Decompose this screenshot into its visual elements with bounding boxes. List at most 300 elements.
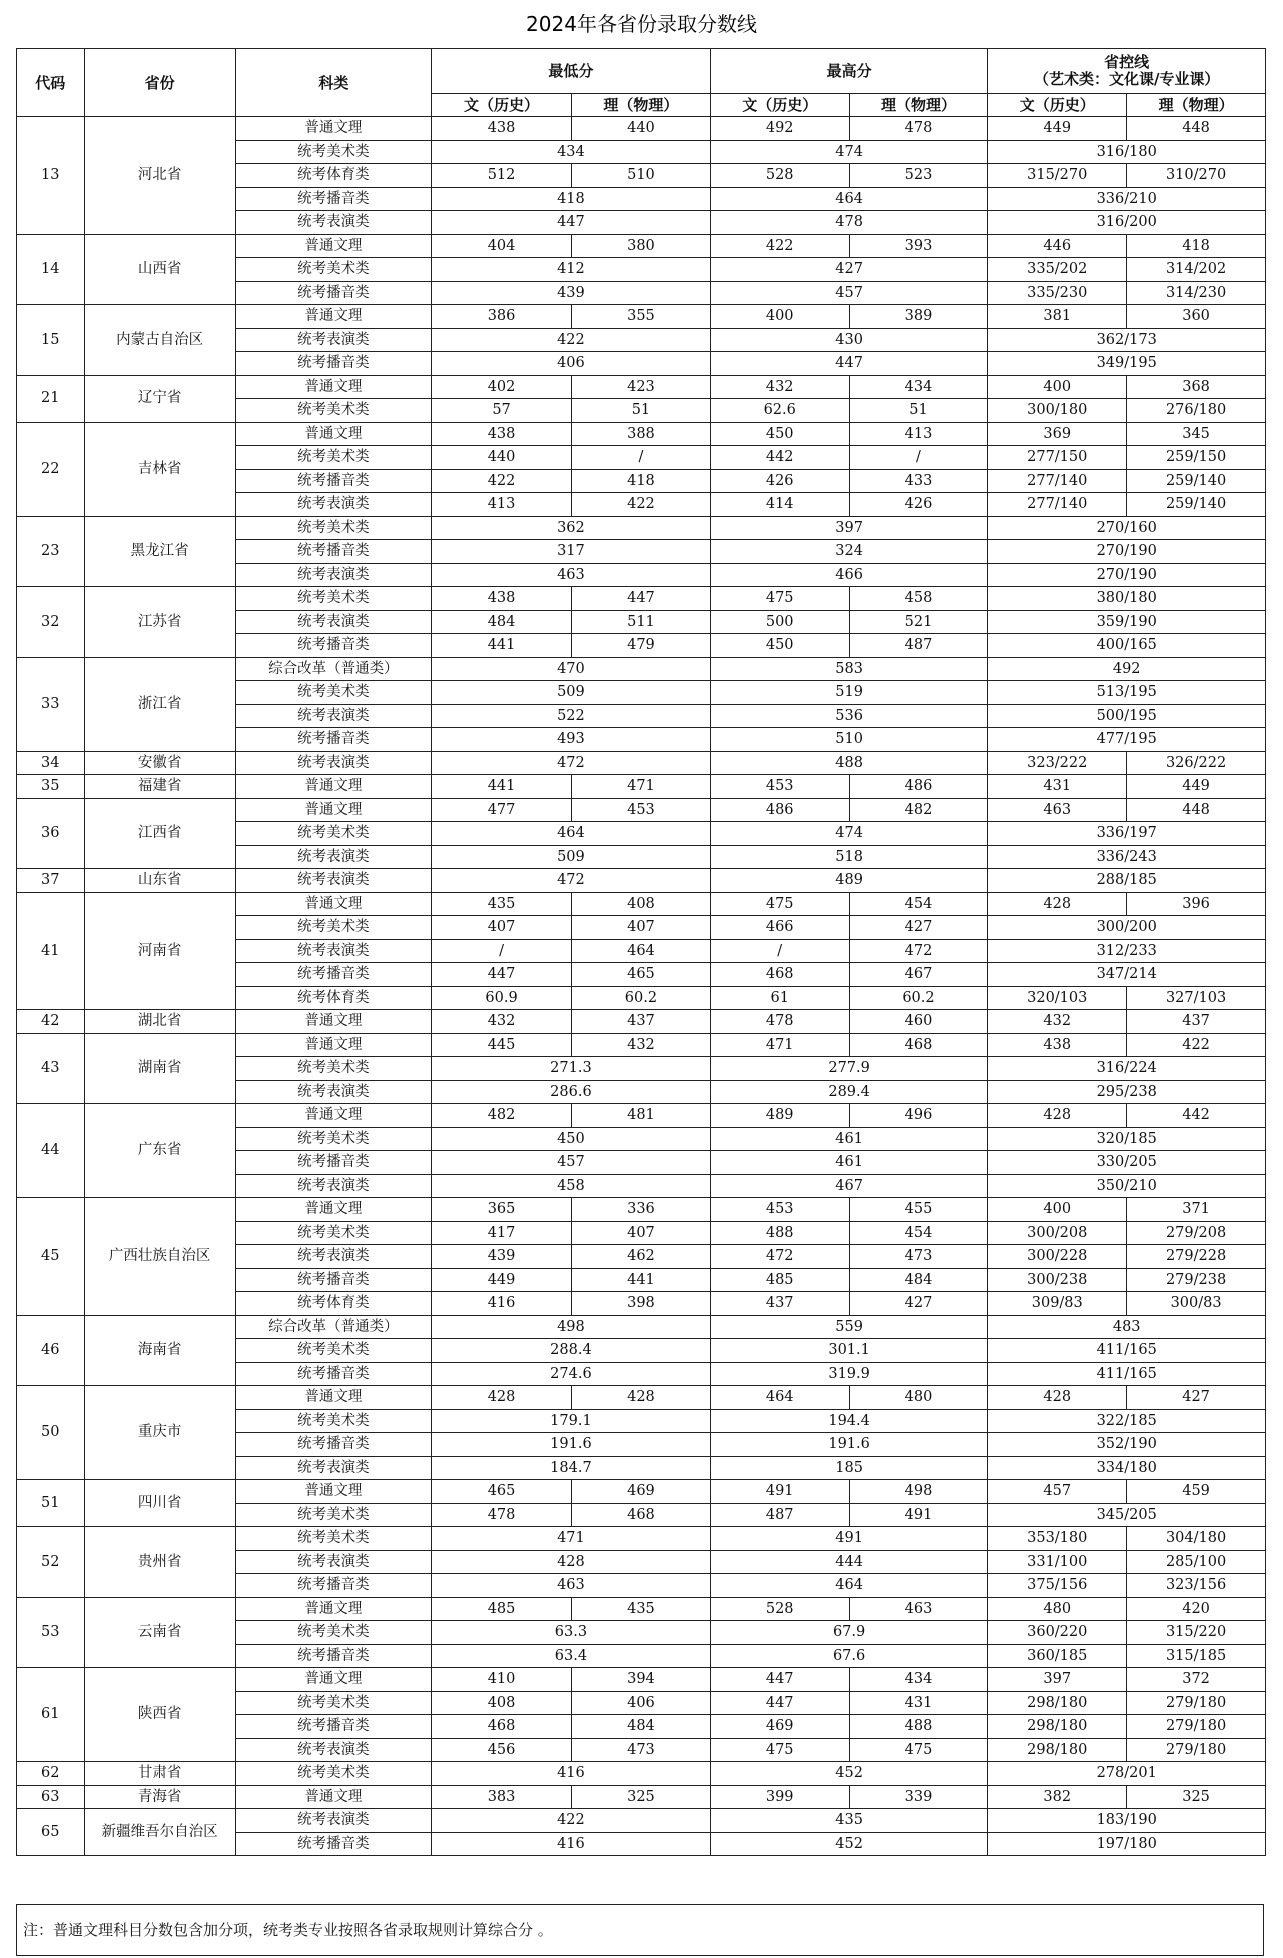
min-wen-cell: 438 bbox=[432, 587, 572, 611]
min-cell: 416 bbox=[432, 1762, 711, 1786]
min-wen-cell: 485 bbox=[432, 1597, 572, 1621]
min-li-cell: 435 bbox=[572, 1597, 711, 1621]
min-li-cell: 465 bbox=[572, 963, 711, 987]
max-cell: 427 bbox=[710, 258, 988, 282]
min-wen-cell: 512 bbox=[432, 164, 572, 188]
min-li-cell: 473 bbox=[572, 1738, 711, 1762]
control-li-cell: 368 bbox=[1127, 375, 1266, 399]
min-li-cell: 406 bbox=[572, 1691, 711, 1715]
control-wen-cell: 309/83 bbox=[988, 1292, 1127, 1316]
province-code-cell: 21 bbox=[17, 375, 85, 422]
control-cell: 349/195 bbox=[988, 352, 1266, 376]
control-wen-cell: 360/185 bbox=[988, 1644, 1127, 1668]
max-li-cell: 482 bbox=[849, 798, 988, 822]
min-cell: 472 bbox=[432, 869, 711, 893]
control-wen-cell: 381 bbox=[988, 305, 1127, 329]
category-cell: 统考播音类 bbox=[235, 540, 431, 564]
min-cell: 463 bbox=[432, 563, 711, 587]
table-row bbox=[17, 1597, 1266, 1621]
max-wen-cell: 450 bbox=[710, 422, 849, 446]
province-code-cell: 37 bbox=[17, 869, 85, 893]
min-wen-cell: 57 bbox=[432, 399, 572, 423]
control-wen-cell: 480 bbox=[988, 1597, 1127, 1621]
category-cell: 统考美术类 bbox=[235, 1127, 431, 1151]
category-cell: 统考美术类 bbox=[235, 1409, 431, 1433]
min-cell: 471 bbox=[432, 1527, 711, 1551]
control-li-cell: 448 bbox=[1127, 117, 1266, 141]
province-name-cell: 山东省 bbox=[84, 869, 235, 893]
control-wen-cell: 438 bbox=[988, 1033, 1127, 1057]
control-wen-cell: 331/100 bbox=[988, 1550, 1127, 1574]
min-cell: 509 bbox=[432, 845, 711, 869]
control-cell: 288/185 bbox=[988, 869, 1266, 893]
category-cell: 统考美术类 bbox=[235, 516, 431, 540]
province-code-cell: 34 bbox=[17, 751, 85, 775]
max-wen-cell: 472 bbox=[710, 1245, 849, 1269]
category-cell: 统考美术类 bbox=[235, 1339, 431, 1363]
category-cell: 统考美术类 bbox=[235, 1762, 431, 1786]
max-li-cell: 389 bbox=[849, 305, 988, 329]
control-wen-cell: 300/208 bbox=[988, 1221, 1127, 1245]
province-code-cell: 62 bbox=[17, 1762, 85, 1786]
control-wen-cell: 315/270 bbox=[988, 164, 1127, 188]
min-cell: 271.3 bbox=[432, 1057, 711, 1081]
category-cell: 统考播音类 bbox=[235, 1832, 431, 1856]
control-cell: 336/197 bbox=[988, 822, 1266, 846]
control-li-cell: 437 bbox=[1127, 1010, 1266, 1034]
max-li-cell: 463 bbox=[849, 1597, 988, 1621]
max-cell: 489 bbox=[710, 869, 988, 893]
province-name-cell: 甘肃省 bbox=[84, 1762, 235, 1786]
table-row bbox=[17, 1809, 1266, 1833]
max-wen-cell: 486 bbox=[710, 798, 849, 822]
category-cell: 统考播音类 bbox=[235, 469, 431, 493]
table-body bbox=[17, 117, 1266, 1856]
category-cell: 统考表演类 bbox=[235, 704, 431, 728]
control-cell: 322/185 bbox=[988, 1409, 1266, 1433]
table-row bbox=[17, 1315, 1266, 1339]
control-wen-cell: 400 bbox=[988, 375, 1127, 399]
province-name-cell: 云南省 bbox=[84, 1597, 235, 1668]
control-cell: 411/165 bbox=[988, 1339, 1266, 1363]
control-wen-cell: 397 bbox=[988, 1668, 1127, 1692]
control-wen-cell: 335/230 bbox=[988, 281, 1127, 305]
category-cell: 普通文理 bbox=[235, 1104, 431, 1128]
table-row bbox=[17, 375, 1266, 399]
category-cell: 统考表演类 bbox=[235, 1809, 431, 1833]
control-wen-cell: 300/238 bbox=[988, 1268, 1127, 1292]
min-li-cell: 428 bbox=[572, 1386, 711, 1410]
control-cell: 270/160 bbox=[988, 516, 1266, 540]
control-wen-cell: 300/228 bbox=[988, 1245, 1127, 1269]
province-name-cell: 吉林省 bbox=[84, 422, 235, 516]
max-cell: 452 bbox=[710, 1832, 988, 1856]
province-name-cell: 江西省 bbox=[84, 798, 235, 869]
min-cell: 184.7 bbox=[432, 1456, 711, 1480]
province-name-cell: 四川省 bbox=[84, 1480, 235, 1527]
category-cell: 统考播音类 bbox=[235, 1433, 431, 1457]
min-wen-cell: 478 bbox=[432, 1503, 572, 1527]
control-li-cell: 326/222 bbox=[1127, 751, 1266, 775]
control-wen-cell: 300/180 bbox=[988, 399, 1127, 423]
min-wen-cell: 447 bbox=[432, 963, 572, 987]
category-cell: 普通文理 bbox=[235, 1785, 431, 1809]
min-li-cell: 441 bbox=[572, 1268, 711, 1292]
max-li-cell: 433 bbox=[849, 469, 988, 493]
province-name-cell: 山西省 bbox=[84, 234, 235, 305]
control-li-cell: 327/103 bbox=[1127, 986, 1266, 1010]
category-cell: 统考美术类 bbox=[235, 258, 431, 282]
max-wen-cell: 464 bbox=[710, 1386, 849, 1410]
max-li-cell: 523 bbox=[849, 164, 988, 188]
max-li-cell: 460 bbox=[849, 1010, 988, 1034]
max-li-cell: 488 bbox=[849, 1715, 988, 1739]
min-cell: 450 bbox=[432, 1127, 711, 1151]
min-wen-cell: 407 bbox=[432, 916, 572, 940]
control-wen-cell: 375/156 bbox=[988, 1574, 1127, 1598]
table-row bbox=[17, 422, 1266, 446]
min-wen-cell: 440 bbox=[432, 446, 572, 470]
table-row bbox=[17, 516, 1266, 540]
control-cell: 336/210 bbox=[988, 187, 1266, 211]
category-cell: 统考表演类 bbox=[235, 610, 431, 634]
max-cell: 461 bbox=[710, 1151, 988, 1175]
province-name-cell: 黑龙江省 bbox=[84, 516, 235, 587]
province-code-cell: 51 bbox=[17, 1480, 85, 1527]
category-cell: 统考表演类 bbox=[235, 1456, 431, 1480]
min-wen-cell: 402 bbox=[432, 375, 572, 399]
control-cell: 359/190 bbox=[988, 610, 1266, 634]
table-row bbox=[17, 1762, 1266, 1786]
category-cell: 统考表演类 bbox=[235, 1550, 431, 1574]
min-cell: 509 bbox=[432, 681, 711, 705]
table-row bbox=[17, 775, 1266, 799]
control-li-cell: 323/156 bbox=[1127, 1574, 1266, 1598]
min-wen-cell: 428 bbox=[432, 1386, 572, 1410]
category-cell: 普通文理 bbox=[235, 117, 431, 141]
province-code-cell: 61 bbox=[17, 1668, 85, 1762]
control-cell: 380/180 bbox=[988, 587, 1266, 611]
control-cell: 312/233 bbox=[988, 939, 1266, 963]
province-code-cell: 15 bbox=[17, 305, 85, 376]
max-wen-cell: 437 bbox=[710, 1292, 849, 1316]
min-wen-cell: 404 bbox=[432, 234, 572, 258]
footnote: 注：普通文理科目分数包含加分项，统考类专业按照各省录取规则计算综合分 。 bbox=[16, 1904, 1264, 1956]
category-cell: 统考表演类 bbox=[235, 328, 431, 352]
header-max-score: 最高分 bbox=[710, 49, 988, 94]
province-name-cell: 广西壮族自治区 bbox=[84, 1198, 235, 1316]
province-name-cell: 重庆市 bbox=[84, 1386, 235, 1480]
control-cell: 400/165 bbox=[988, 634, 1266, 658]
min-wen-cell: 441 bbox=[432, 775, 572, 799]
max-cell: 491 bbox=[710, 1527, 988, 1551]
max-cell: 444 bbox=[710, 1550, 988, 1574]
max-cell: 397 bbox=[710, 516, 988, 540]
control-li-cell: 259/150 bbox=[1127, 446, 1266, 470]
max-cell: 518 bbox=[710, 845, 988, 869]
min-wen-cell: 417 bbox=[432, 1221, 572, 1245]
max-li-cell: 498 bbox=[849, 1480, 988, 1504]
control-cell: 483 bbox=[988, 1315, 1266, 1339]
min-cell: 434 bbox=[432, 140, 711, 164]
min-wen-cell: 422 bbox=[432, 469, 572, 493]
max-li-cell: 478 bbox=[849, 117, 988, 141]
max-wen-cell: / bbox=[710, 939, 849, 963]
category-cell: 统考播音类 bbox=[235, 1151, 431, 1175]
province-code-cell: 36 bbox=[17, 798, 85, 869]
max-li-cell: 455 bbox=[849, 1198, 988, 1222]
control-li-cell: 314/202 bbox=[1127, 258, 1266, 282]
control-li-cell: 418 bbox=[1127, 234, 1266, 258]
category-cell: 统考表演类 bbox=[235, 493, 431, 517]
category-cell: 统考美术类 bbox=[235, 140, 431, 164]
max-wen-cell: 466 bbox=[710, 916, 849, 940]
control-li-cell: 442 bbox=[1127, 1104, 1266, 1128]
min-li-cell: 469 bbox=[572, 1480, 711, 1504]
min-cell: 362 bbox=[432, 516, 711, 540]
province-code-cell: 14 bbox=[17, 234, 85, 305]
max-wen-cell: 447 bbox=[710, 1691, 849, 1715]
table-row bbox=[17, 587, 1266, 611]
min-li-cell: 464 bbox=[572, 939, 711, 963]
max-wen-cell: 475 bbox=[710, 587, 849, 611]
max-cell: 430 bbox=[710, 328, 988, 352]
control-li-cell: 422 bbox=[1127, 1033, 1266, 1057]
max-li-cell: 431 bbox=[849, 1691, 988, 1715]
control-cell: 197/180 bbox=[988, 1832, 1266, 1856]
category-cell: 统考美术类 bbox=[235, 1057, 431, 1081]
min-li-cell: 447 bbox=[572, 587, 711, 611]
max-li-cell: 487 bbox=[849, 634, 988, 658]
control-wen-cell: 382 bbox=[988, 1785, 1127, 1809]
control-wen-cell: 335/202 bbox=[988, 258, 1127, 282]
category-cell: 统考美术类 bbox=[235, 399, 431, 423]
control-cell: 295/238 bbox=[988, 1080, 1266, 1104]
table-row bbox=[17, 305, 1266, 329]
category-cell: 统考美术类 bbox=[235, 1503, 431, 1527]
min-wen-cell: 383 bbox=[432, 1785, 572, 1809]
control-li-cell: 427 bbox=[1127, 1386, 1266, 1410]
province-code-cell: 63 bbox=[17, 1785, 85, 1809]
max-li-cell: 472 bbox=[849, 939, 988, 963]
category-cell: 统考美术类 bbox=[235, 822, 431, 846]
max-wen-cell: 453 bbox=[710, 775, 849, 799]
province-name-cell: 内蒙古自治区 bbox=[84, 305, 235, 376]
max-wen-cell: 488 bbox=[710, 1221, 849, 1245]
min-li-cell: 484 bbox=[572, 1715, 711, 1739]
min-cell: 447 bbox=[432, 211, 711, 235]
max-cell: 277.9 bbox=[710, 1057, 988, 1081]
max-li-cell: 413 bbox=[849, 422, 988, 446]
min-li-cell: 380 bbox=[572, 234, 711, 258]
min-li-cell: 355 bbox=[572, 305, 711, 329]
province-code-cell: 35 bbox=[17, 775, 85, 799]
province-code-cell: 50 bbox=[17, 1386, 85, 1480]
max-cell: 464 bbox=[710, 187, 988, 211]
min-cell: 286.6 bbox=[432, 1080, 711, 1104]
control-wen-cell: 320/103 bbox=[988, 986, 1127, 1010]
province-code-cell: 52 bbox=[17, 1527, 85, 1598]
control-li-cell: 325 bbox=[1127, 1785, 1266, 1809]
max-cell: 194.4 bbox=[710, 1409, 988, 1433]
category-cell: 统考播音类 bbox=[235, 963, 431, 987]
province-name-cell: 广东省 bbox=[84, 1104, 235, 1198]
min-li-cell: 388 bbox=[572, 422, 711, 446]
category-cell: 统考体育类 bbox=[235, 1292, 431, 1316]
province-code-cell: 42 bbox=[17, 1010, 85, 1034]
header-min-score: 最低分 bbox=[432, 49, 711, 94]
min-li-cell: 471 bbox=[572, 775, 711, 799]
max-cell: 447 bbox=[710, 352, 988, 376]
max-cell: 464 bbox=[710, 1574, 988, 1598]
control-wen-cell: 369 bbox=[988, 422, 1127, 446]
table-row bbox=[17, 117, 1266, 141]
max-wen-cell: 399 bbox=[710, 1785, 849, 1809]
max-li-cell: 473 bbox=[849, 1245, 988, 1269]
province-name-cell: 青海省 bbox=[84, 1785, 235, 1809]
control-li-cell: 459 bbox=[1127, 1480, 1266, 1504]
max-li-cell: 475 bbox=[849, 1738, 988, 1762]
province-name-cell: 浙江省 bbox=[84, 657, 235, 751]
max-wen-cell: 478 bbox=[710, 1010, 849, 1034]
control-li-cell: 279/180 bbox=[1127, 1738, 1266, 1762]
max-li-cell: 484 bbox=[849, 1268, 988, 1292]
header-province: 省份 bbox=[84, 49, 235, 117]
category-cell: 统考播音类 bbox=[235, 634, 431, 658]
min-cell: 422 bbox=[432, 1809, 711, 1833]
max-cell: 452 bbox=[710, 1762, 988, 1786]
control-li-cell: 449 bbox=[1127, 775, 1266, 799]
province-name-cell: 安徽省 bbox=[84, 751, 235, 775]
min-cell: 470 bbox=[432, 657, 711, 681]
max-wen-cell: 400 bbox=[710, 305, 849, 329]
province-name-cell: 海南省 bbox=[84, 1315, 235, 1386]
max-li-cell: 454 bbox=[849, 892, 988, 916]
control-wen-cell: 432 bbox=[988, 1010, 1127, 1034]
control-li-cell: 345 bbox=[1127, 422, 1266, 446]
control-wen-cell: 277/150 bbox=[988, 446, 1127, 470]
control-cell: 411/165 bbox=[988, 1362, 1266, 1386]
category-cell: 统考表演类 bbox=[235, 1738, 431, 1762]
max-wen-cell: 475 bbox=[710, 1738, 849, 1762]
header-max-li: 理（物理） bbox=[849, 94, 988, 117]
control-wen-cell: 431 bbox=[988, 775, 1127, 799]
header-code: 代码 bbox=[17, 49, 85, 117]
min-li-cell: 418 bbox=[572, 469, 711, 493]
max-cell: 583 bbox=[710, 657, 988, 681]
min-wen-cell: 468 bbox=[432, 1715, 572, 1739]
min-li-cell: 511 bbox=[572, 610, 711, 634]
min-cell: 464 bbox=[432, 822, 711, 846]
category-cell: 普通文理 bbox=[235, 1597, 431, 1621]
min-wen-cell: 408 bbox=[432, 1691, 572, 1715]
table-row bbox=[17, 1104, 1266, 1128]
min-cell: 493 bbox=[432, 728, 711, 752]
min-wen-cell: 386 bbox=[432, 305, 572, 329]
min-wen-cell: 435 bbox=[432, 892, 572, 916]
max-li-cell: 480 bbox=[849, 1386, 988, 1410]
category-cell: 普通文理 bbox=[235, 892, 431, 916]
min-cell: 179.1 bbox=[432, 1409, 711, 1433]
min-li-cell: 394 bbox=[572, 1668, 711, 1692]
control-cell: 330/205 bbox=[988, 1151, 1266, 1175]
min-cell: 317 bbox=[432, 540, 711, 564]
control-cell: 300/200 bbox=[988, 916, 1266, 940]
min-li-cell: 407 bbox=[572, 1221, 711, 1245]
min-cell: 412 bbox=[432, 258, 711, 282]
category-cell: 统考表演类 bbox=[235, 1245, 431, 1269]
control-cell: 316/224 bbox=[988, 1057, 1266, 1081]
min-li-cell: 440 bbox=[572, 117, 711, 141]
control-li-cell: 279/180 bbox=[1127, 1691, 1266, 1715]
province-code-cell: 23 bbox=[17, 516, 85, 587]
control-cell: 316/200 bbox=[988, 211, 1266, 235]
header-control-line-title: 省控线 bbox=[1104, 53, 1150, 71]
max-cell: 461 bbox=[710, 1127, 988, 1151]
max-cell: 488 bbox=[710, 751, 988, 775]
min-wen-cell: 449 bbox=[432, 1268, 572, 1292]
category-cell: 统考表演类 bbox=[235, 563, 431, 587]
control-cell: 362/173 bbox=[988, 328, 1266, 352]
min-cell: 463 bbox=[432, 1574, 711, 1598]
header-max-wen: 文（历史） bbox=[710, 94, 849, 117]
control-cell: 477/195 bbox=[988, 728, 1266, 752]
province-code-cell: 53 bbox=[17, 1597, 85, 1668]
category-cell: 普通文理 bbox=[235, 1668, 431, 1692]
max-cell: 466 bbox=[710, 563, 988, 587]
province-name-cell: 新疆维吾尔自治区 bbox=[84, 1809, 235, 1856]
min-li-cell: 51 bbox=[572, 399, 711, 423]
max-wen-cell: 500 bbox=[710, 610, 849, 634]
province-name-cell: 辽宁省 bbox=[84, 375, 235, 422]
min-wen-cell: 484 bbox=[432, 610, 572, 634]
control-li-cell: 371 bbox=[1127, 1198, 1266, 1222]
table-row bbox=[17, 1386, 1266, 1410]
min-li-cell: 432 bbox=[572, 1033, 711, 1057]
category-cell: 统考表演类 bbox=[235, 1174, 431, 1198]
category-cell: 统考表演类 bbox=[235, 939, 431, 963]
max-cell: 474 bbox=[710, 822, 988, 846]
control-cell: 320/185 bbox=[988, 1127, 1266, 1151]
category-cell: 普通文理 bbox=[235, 305, 431, 329]
page-title: 2024年各省份录取分数线 bbox=[526, 12, 757, 36]
category-cell: 统考表演类 bbox=[235, 1080, 431, 1104]
control-wen-cell: 428 bbox=[988, 1104, 1127, 1128]
min-cell: 406 bbox=[432, 352, 711, 376]
control-li-cell: 279/180 bbox=[1127, 1715, 1266, 1739]
max-wen-cell: 471 bbox=[710, 1033, 849, 1057]
min-li-cell: 398 bbox=[572, 1292, 711, 1316]
category-cell: 统考播音类 bbox=[235, 1362, 431, 1386]
province-code-cell: 46 bbox=[17, 1315, 85, 1386]
category-cell: 统考播音类 bbox=[235, 352, 431, 376]
min-cell: 498 bbox=[432, 1315, 711, 1339]
control-wen-cell: 298/180 bbox=[988, 1738, 1127, 1762]
max-li-cell: 60.2 bbox=[849, 986, 988, 1010]
table-row bbox=[17, 1668, 1266, 1692]
max-wen-cell: 414 bbox=[710, 493, 849, 517]
min-wen-cell: 432 bbox=[432, 1010, 572, 1034]
max-cell: 474 bbox=[710, 140, 988, 164]
min-cell: 288.4 bbox=[432, 1339, 711, 1363]
control-cell: 336/243 bbox=[988, 845, 1266, 869]
max-cell: 519 bbox=[710, 681, 988, 705]
province-name-cell: 福建省 bbox=[84, 775, 235, 799]
category-cell: 统考美术类 bbox=[235, 1691, 431, 1715]
max-wen-cell: 422 bbox=[710, 234, 849, 258]
max-wen-cell: 469 bbox=[710, 1715, 849, 1739]
category-cell: 普通文理 bbox=[235, 422, 431, 446]
